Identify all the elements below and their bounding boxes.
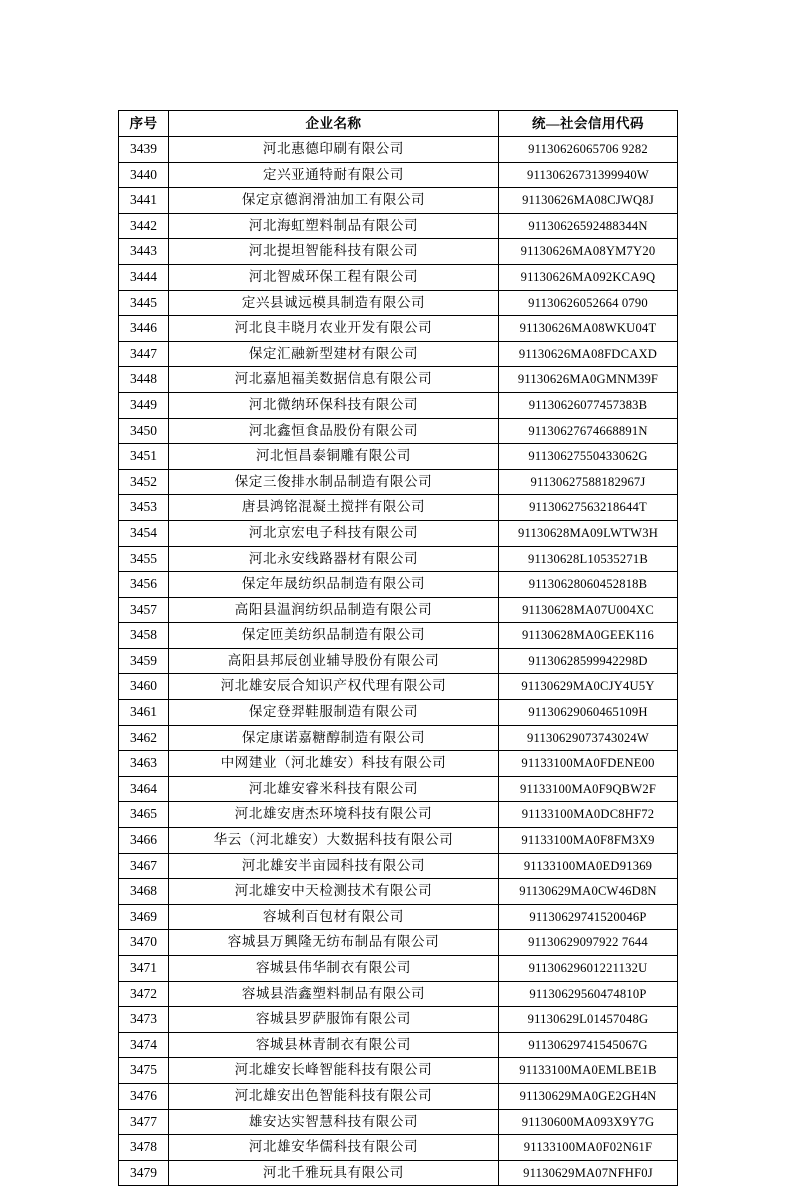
cell-sequence-number: 3439 — [119, 137, 169, 163]
cell-credit-code: 91133100MA0EMLBE1B — [499, 1058, 678, 1084]
table-row — [119, 648, 678, 674]
cell-credit-code: 91130626065706 9282 — [499, 137, 678, 163]
cell-sequence-number: 3466 — [119, 828, 169, 854]
table-row — [119, 674, 678, 700]
cell-sequence-number: 3450 — [119, 418, 169, 444]
cell-credit-code: 91130600MA093X9Y7G — [499, 1109, 678, 1135]
cell-enterprise-name: 河北嘉旭福美数据信息有限公司 — [169, 367, 499, 393]
table-row — [119, 623, 678, 649]
table-row — [119, 853, 678, 879]
cell-sequence-number: 3448 — [119, 367, 169, 393]
column-header-code: 统—社会信用代码 — [499, 111, 678, 137]
cell-credit-code: 91130628MA0GEEK116 — [499, 623, 678, 649]
cell-enterprise-name: 华云（河北雄安）大数据科技有限公司 — [169, 828, 499, 854]
cell-sequence-number: 3478 — [119, 1135, 169, 1161]
cell-enterprise-name: 河北雄安辰合知识产权代理有限公司 — [169, 674, 499, 700]
table-row — [119, 1058, 678, 1084]
table-row — [119, 776, 678, 802]
table-header — [119, 111, 678, 137]
cell-enterprise-name: 保定匝美纺织品制造有限公司 — [169, 623, 499, 649]
table-row — [119, 188, 678, 214]
table-row — [119, 828, 678, 854]
cell-enterprise-name: 中网建业（河北雄安）科技有限公司 — [169, 751, 499, 777]
cell-credit-code: 91130628MA09LWTW3H — [499, 520, 678, 546]
cell-sequence-number: 3462 — [119, 725, 169, 751]
cell-credit-code: 91130627588182967J — [499, 469, 678, 495]
cell-sequence-number: 3452 — [119, 469, 169, 495]
table-row — [119, 469, 678, 495]
cell-enterprise-name: 河北鑫恒食品股份有限公司 — [169, 418, 499, 444]
cell-enterprise-name: 容城县伟华制衣有限公司 — [169, 956, 499, 982]
cell-enterprise-name: 保定京德润滑油加工有限公司 — [169, 188, 499, 214]
cell-sequence-number: 3447 — [119, 341, 169, 367]
table-row — [119, 725, 678, 751]
cell-credit-code: 91130629560474810P — [499, 981, 678, 1007]
table-row — [119, 213, 678, 239]
cell-sequence-number: 3464 — [119, 776, 169, 802]
cell-credit-code: 91130629097922 7644 — [499, 930, 678, 956]
cell-enterprise-name: 容城县万興隆无纺布制品有限公司 — [169, 930, 499, 956]
cell-credit-code: 91130629MA07NFHF0J — [499, 1160, 678, 1186]
cell-enterprise-name: 河北惠德印刷有限公司 — [169, 137, 499, 163]
cell-sequence-number: 3460 — [119, 674, 169, 700]
table-row — [119, 1083, 678, 1109]
cell-sequence-number: 3446 — [119, 316, 169, 342]
cell-sequence-number: 3455 — [119, 546, 169, 572]
cell-sequence-number: 3470 — [119, 930, 169, 956]
cell-sequence-number: 3440 — [119, 162, 169, 188]
cell-sequence-number: 3476 — [119, 1083, 169, 1109]
cell-credit-code: 91130629741520046P — [499, 904, 678, 930]
cell-credit-code: 91130626052664 0790 — [499, 290, 678, 316]
cell-sequence-number: 3449 — [119, 392, 169, 418]
cell-sequence-number: 3461 — [119, 700, 169, 726]
cell-credit-code: 91130626MA08YM7Y20 — [499, 239, 678, 265]
table-row — [119, 572, 678, 598]
cell-sequence-number: 3467 — [119, 853, 169, 879]
cell-enterprise-name: 河北良丰晓月农业开发有限公司 — [169, 316, 499, 342]
table-row — [119, 264, 678, 290]
table-body — [119, 137, 678, 1186]
cell-sequence-number: 3475 — [119, 1058, 169, 1084]
column-header-seq: 序号 — [119, 111, 169, 137]
cell-enterprise-name: 唐县鸿铭混凝土搅拌有限公司 — [169, 495, 499, 521]
cell-sequence-number: 3444 — [119, 264, 169, 290]
cell-credit-code: 91130626MA08WKU04T — [499, 316, 678, 342]
cell-sequence-number: 3468 — [119, 879, 169, 905]
cell-sequence-number: 3479 — [119, 1160, 169, 1186]
cell-enterprise-name: 容城县罗萨服饰有限公司 — [169, 1007, 499, 1033]
table-row — [119, 1007, 678, 1033]
cell-enterprise-name: 保定三俊排水制品制造有限公司 — [169, 469, 499, 495]
cell-credit-code: 91133100MA0ED91369 — [499, 853, 678, 879]
cell-enterprise-name: 河北京宏电子科技有限公司 — [169, 520, 499, 546]
cell-credit-code: 91130628599942298D — [499, 648, 678, 674]
cell-enterprise-name: 保定康诺嘉糖醇制造有限公司 — [169, 725, 499, 751]
cell-enterprise-name: 高阳县温润纺织品制造有限公司 — [169, 597, 499, 623]
table-row — [119, 879, 678, 905]
cell-sequence-number: 3458 — [119, 623, 169, 649]
table-row — [119, 316, 678, 342]
cell-credit-code: 91130629601221132U — [499, 956, 678, 982]
cell-sequence-number: 3477 — [119, 1109, 169, 1135]
table-row — [119, 520, 678, 546]
cell-sequence-number: 3457 — [119, 597, 169, 623]
cell-enterprise-name: 河北海虹塑料制品有限公司 — [169, 213, 499, 239]
cell-enterprise-name: 雄安达实智慧科技有限公司 — [169, 1109, 499, 1135]
cell-credit-code: 91130626MA08CJWQ8J — [499, 188, 678, 214]
cell-credit-code: 91130629L01457048G — [499, 1007, 678, 1033]
enterprise-table — [118, 110, 678, 1186]
cell-enterprise-name: 河北雄安华儒科技有限公司 — [169, 1135, 499, 1161]
cell-enterprise-name: 容城利百包材有限公司 — [169, 904, 499, 930]
cell-credit-code: 91130629060465109H — [499, 700, 678, 726]
cell-sequence-number: 3473 — [119, 1007, 169, 1033]
table-row — [119, 137, 678, 163]
cell-credit-code: 91130626592488344N — [499, 213, 678, 239]
table-row — [119, 392, 678, 418]
cell-credit-code: 91130629MA0CW46D8N — [499, 879, 678, 905]
table-row — [119, 367, 678, 393]
table-row — [119, 1135, 678, 1161]
cell-credit-code: 91130626077457383B — [499, 392, 678, 418]
cell-enterprise-name: 河北永安线路器材有限公司 — [169, 546, 499, 572]
cell-enterprise-name: 河北恒昌泰铜雕有限公司 — [169, 444, 499, 470]
cell-credit-code: 91130626MA08FDCAXD — [499, 341, 678, 367]
cell-sequence-number: 3441 — [119, 188, 169, 214]
table-row — [119, 904, 678, 930]
cell-enterprise-name: 河北微纳环保科技有限公司 — [169, 392, 499, 418]
cell-enterprise-name: 保定汇融新型建材有限公司 — [169, 341, 499, 367]
cell-credit-code: 91130626MA0GMNM39F — [499, 367, 678, 393]
cell-enterprise-name: 容城县浩鑫塑料制品有限公司 — [169, 981, 499, 1007]
cell-credit-code: 91133100MA0F8FM3X9 — [499, 828, 678, 854]
cell-enterprise-name: 保定年晟纺织品制造有限公司 — [169, 572, 499, 598]
cell-enterprise-name: 河北千雅玩具有限公司 — [169, 1160, 499, 1186]
cell-enterprise-name: 容城县林青制衣有限公司 — [169, 1032, 499, 1058]
cell-sequence-number: 3469 — [119, 904, 169, 930]
cell-sequence-number: 3443 — [119, 239, 169, 265]
cell-credit-code: 91130628MA07U004XC — [499, 597, 678, 623]
column-header-name: 企业名称 — [169, 111, 499, 137]
table-row — [119, 802, 678, 828]
cell-sequence-number: 3451 — [119, 444, 169, 470]
table-row — [119, 418, 678, 444]
cell-credit-code: 91130629741545067G — [499, 1032, 678, 1058]
cell-credit-code: 91130628060452818B — [499, 572, 678, 598]
table-row — [119, 546, 678, 572]
cell-enterprise-name: 高阳县邦辰创业辅导股份有限公司 — [169, 648, 499, 674]
cell-credit-code: 91130628L10535271B — [499, 546, 678, 572]
cell-sequence-number: 3445 — [119, 290, 169, 316]
table-row — [119, 700, 678, 726]
cell-credit-code: 91130629073743024W — [499, 725, 678, 751]
cell-enterprise-name: 河北雄安长峰智能科技有限公司 — [169, 1058, 499, 1084]
cell-credit-code: 91130627550433062G — [499, 444, 678, 470]
table-row — [119, 239, 678, 265]
cell-sequence-number: 3474 — [119, 1032, 169, 1058]
cell-enterprise-name: 河北雄安出色智能科技有限公司 — [169, 1083, 499, 1109]
table-header-row — [119, 111, 678, 137]
cell-sequence-number: 3472 — [119, 981, 169, 1007]
cell-sequence-number: 3442 — [119, 213, 169, 239]
table-row — [119, 341, 678, 367]
table-row — [119, 956, 678, 982]
cell-enterprise-name: 定兴县诚远模具制造有限公司 — [169, 290, 499, 316]
cell-credit-code: 91133100MA0DC8HF72 — [499, 802, 678, 828]
table-row — [119, 751, 678, 777]
table-row — [119, 930, 678, 956]
cell-sequence-number: 3471 — [119, 956, 169, 982]
table-row — [119, 290, 678, 316]
enterprise-table-container — [118, 110, 677, 1186]
cell-credit-code: 91130629MA0CJY4U5Y — [499, 674, 678, 700]
cell-enterprise-name: 河北雄安唐杰环境科技有限公司 — [169, 802, 499, 828]
table-row — [119, 981, 678, 1007]
cell-credit-code: 91130627674668891N — [499, 418, 678, 444]
table-row — [119, 1032, 678, 1058]
table-row — [119, 1160, 678, 1186]
cell-sequence-number: 3459 — [119, 648, 169, 674]
table-row — [119, 597, 678, 623]
table-row — [119, 444, 678, 470]
cell-sequence-number: 3454 — [119, 520, 169, 546]
cell-sequence-number: 3453 — [119, 495, 169, 521]
cell-credit-code: 91130626731399940W — [499, 162, 678, 188]
cell-enterprise-name: 河北雄安半亩园科技有限公司 — [169, 853, 499, 879]
cell-credit-code: 91130627563218644T — [499, 495, 678, 521]
cell-enterprise-name: 保定登羿鞋服制造有限公司 — [169, 700, 499, 726]
cell-credit-code: 91133100MA0F02N61F — [499, 1135, 678, 1161]
cell-enterprise-name: 河北提坦智能科技有限公司 — [169, 239, 499, 265]
table-row — [119, 162, 678, 188]
cell-enterprise-name: 河北雄安睿米科技有限公司 — [169, 776, 499, 802]
cell-sequence-number: 3463 — [119, 751, 169, 777]
cell-credit-code: 91130626MA092KCA9Q — [499, 264, 678, 290]
table-row — [119, 495, 678, 521]
cell-sequence-number: 3456 — [119, 572, 169, 598]
cell-enterprise-name: 定兴亚通特耐有限公司 — [169, 162, 499, 188]
cell-enterprise-name: 河北智威环保工程有限公司 — [169, 264, 499, 290]
cell-credit-code: 91130629MA0GE2GH4N — [499, 1083, 678, 1109]
cell-credit-code: 91133100MA0F9QBW2F — [499, 776, 678, 802]
cell-credit-code: 91133100MA0FDENE00 — [499, 751, 678, 777]
cell-enterprise-name: 河北雄安中天检测技术有限公司 — [169, 879, 499, 905]
cell-sequence-number: 3465 — [119, 802, 169, 828]
